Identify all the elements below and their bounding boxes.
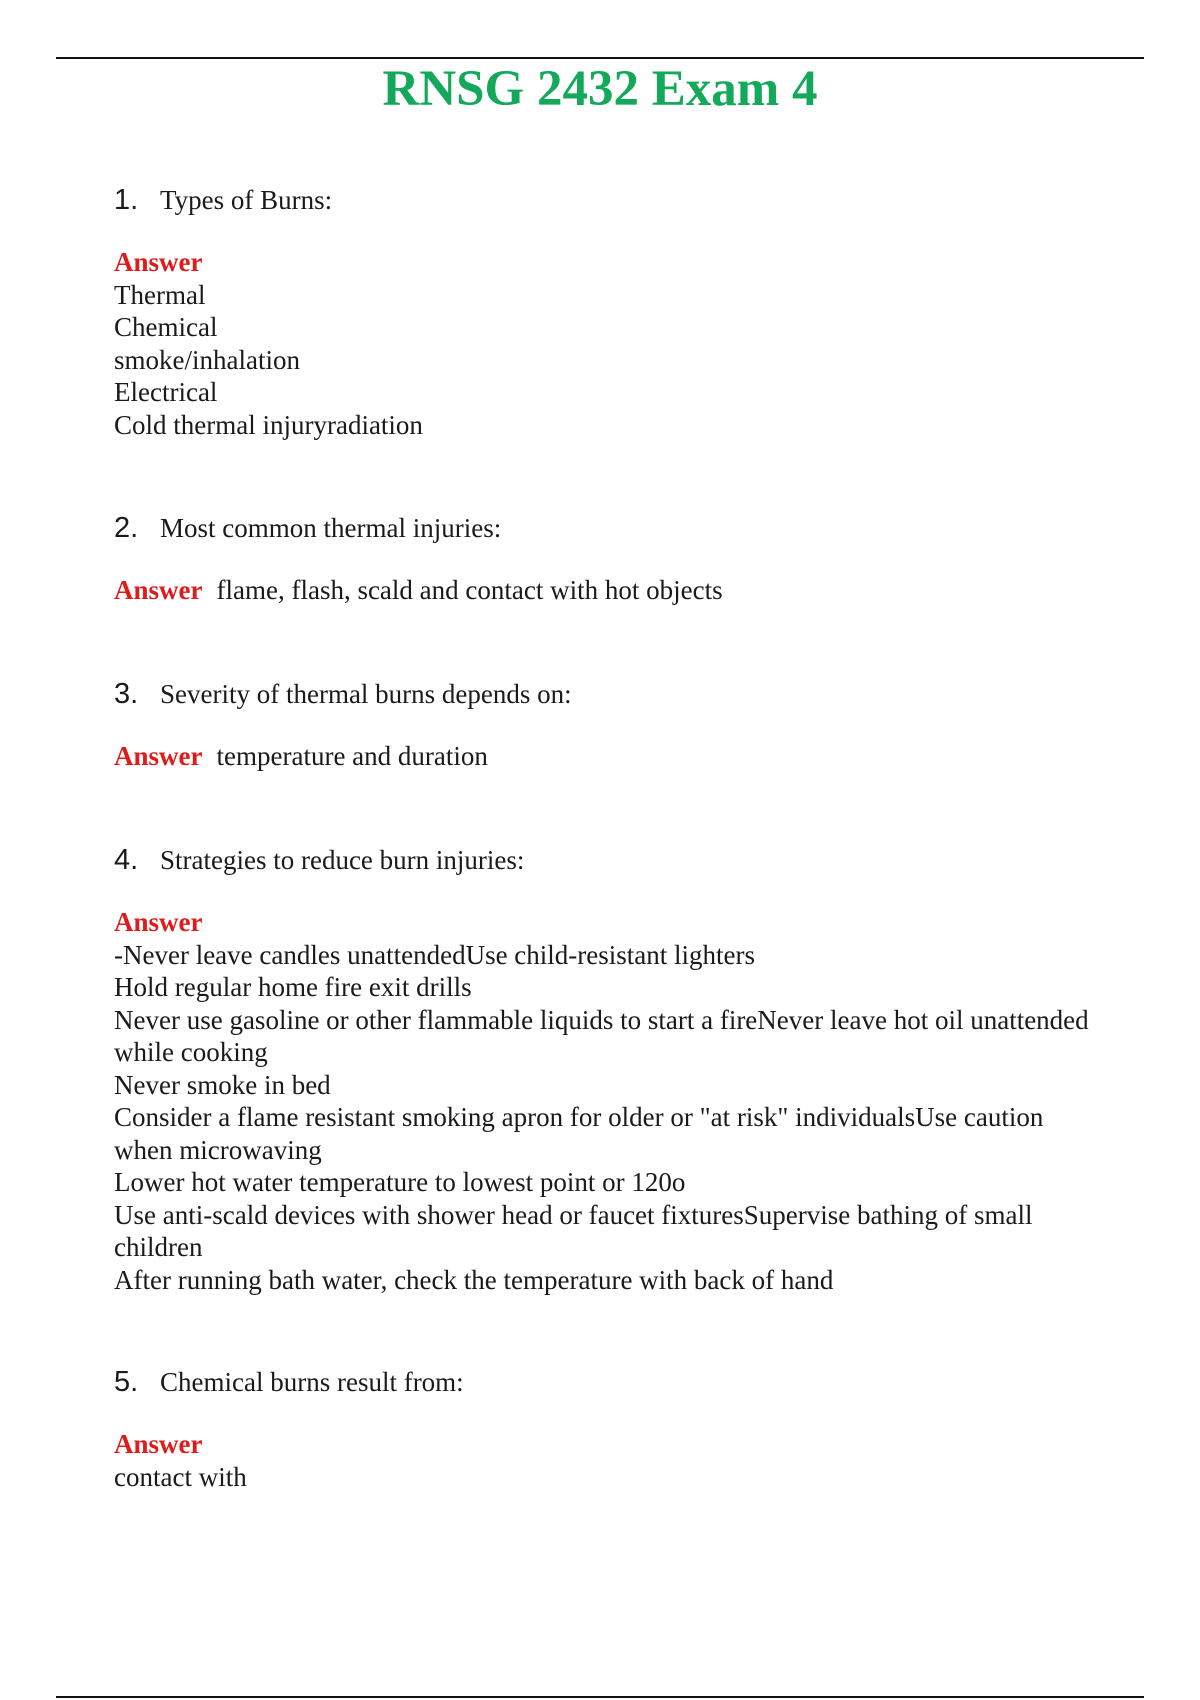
answer-line: Chemical (114, 312, 218, 342)
question-heading (114, 678, 1144, 710)
bottom-rule (56, 1696, 1144, 1698)
question-text: Severity of thermal burns depends on: (160, 679, 572, 709)
page-title: RNSG 2432 Exam 4 (382, 61, 818, 117)
answer-line: while cooking (114, 1037, 268, 1067)
answer-line: smoke/inhalation (114, 344, 300, 375)
answer-line: contact with (114, 1461, 247, 1492)
answer-block (114, 1428, 1144, 1493)
answer-line: Cold thermal injuryradiation (114, 409, 423, 440)
answer-line: Never smoke in bed (114, 1069, 331, 1100)
question-block-4 (114, 844, 1144, 1296)
question-block-1 (114, 184, 1144, 441)
answer-line: Consider a flame resistant smoking apron for older or "at risk" individualsUse caution (114, 1102, 1044, 1132)
question-block-5 (114, 1366, 1144, 1493)
answer-label: Answer (114, 907, 203, 937)
answer-text: temperature and duration (216, 741, 488, 771)
question-text: Most common thermal injuries: (160, 513, 502, 543)
question-heading (114, 512, 1144, 544)
answer-line: children (114, 1232, 203, 1262)
answer-text: flame, flash, scald and contact with hot objects (216, 575, 723, 605)
answer-line: Hold regular home fire exit drills (114, 972, 472, 1002)
answer-line: -Never leave candles unattendedUse child-resistant lighters (114, 939, 755, 970)
answer-block (114, 574, 1144, 607)
question-number: 2. (114, 512, 139, 544)
answer-line: Electrical (114, 377, 218, 407)
answer-label: Answer (114, 1429, 203, 1459)
question-heading (114, 184, 1144, 216)
answer-label: Answer (114, 247, 203, 277)
question-number: 5. (114, 1366, 139, 1398)
question-text: Types of Burns: (160, 185, 333, 215)
question-text: Strategies to reduce burn injuries: (160, 845, 525, 875)
answer-label: Answer (114, 575, 203, 605)
answer-line: Thermal (114, 279, 206, 310)
question-block-3 (114, 678, 1144, 773)
question-block-2 (114, 512, 1144, 607)
answer-block (114, 246, 1144, 441)
answer-line: Use anti-scald devices with shower head or faucet fixturesSupervise bathing of small (114, 1199, 1033, 1230)
answer-label: Answer (114, 741, 203, 771)
question-heading (114, 844, 1144, 876)
question-number: 3. (114, 678, 139, 710)
answer-block (114, 740, 1144, 773)
answer-line: Lower hot water temperature to lowest point or 120o (114, 1167, 686, 1197)
question-heading (114, 1366, 1144, 1398)
question-number: 1. (114, 184, 139, 216)
answer-line: After running bath water, check the temperature with back of hand (114, 1264, 834, 1295)
answer-block (114, 906, 1144, 1296)
question-number: 4. (114, 844, 139, 876)
answer-line: Never use gasoline or other flammable liquids to start a fireNever leave hot oil unattended (114, 1004, 1089, 1035)
question-text: Chemical burns result from: (160, 1367, 464, 1397)
answer-line: when microwaving (114, 1134, 322, 1165)
